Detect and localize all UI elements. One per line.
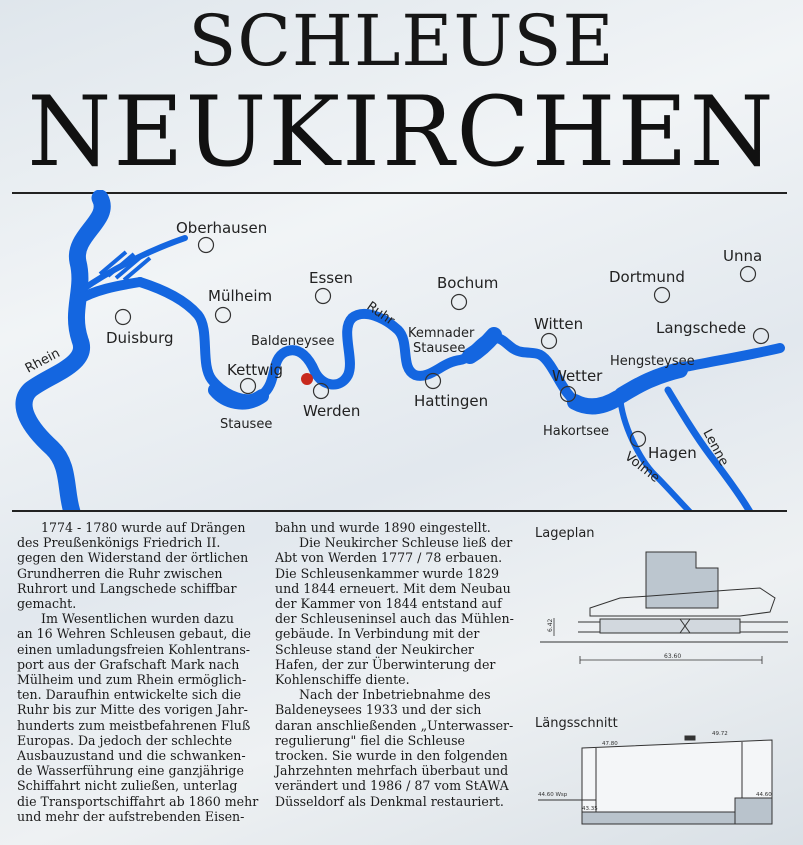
text-line: Düsseldorf als Denkmal restauriert. [275, 793, 504, 809]
text-line: einen umladungsfreien Kohlentrans- [17, 641, 251, 657]
label-volme: Volme [621, 449, 663, 486]
label-dortmund: Dortmund [609, 268, 685, 286]
label-essen: Essen [309, 269, 353, 287]
text-line: gebäude. In Verbindung mit der [275, 626, 480, 642]
text-line: Hafen, der zur Überwinterung der [275, 656, 496, 672]
text-line: Schiffahrt nicht zuließen, unterlag [17, 778, 238, 794]
text-line: trocken. Sie wurde in den folgenden [275, 748, 508, 764]
oberhausen-marker [199, 238, 214, 253]
kettwig-marker [241, 379, 256, 394]
title-line-2: NEUKIRCHEN [27, 76, 776, 188]
label-oberhausen: Oberhausen [176, 219, 268, 237]
text-line: 1774 - 1780 wurde auf Drängen [41, 520, 246, 535]
langschede-marker [754, 329, 769, 344]
text-line: bahn und wurde 1890 eingestellt. [275, 520, 491, 535]
text-line: Die Schleusenkammer wurde 1829 [275, 565, 499, 581]
text-line: des Preußenkönigs Friedrich II. [17, 535, 221, 551]
label-wetter: Wetter [552, 367, 603, 385]
label-ruhr: Ruhr [363, 298, 398, 329]
technical-drawings [530, 520, 795, 835]
text-column-2 [275, 520, 514, 809]
text-line: Im Wesentlichen wurden dazu [41, 611, 235, 627]
label-hakortsee: Hakortsee [543, 424, 609, 439]
label-kettwig: Kettwig [227, 361, 284, 379]
text-line: port aus der Grafschaft Mark nach [17, 656, 240, 672]
neukirchen-location-dot [301, 373, 313, 385]
label-stausee: Stausee [220, 417, 273, 432]
text-line: Abt von Werden 1777 / 78 erbauen. [275, 550, 503, 566]
text-line: der Schleuseninsel auch das Mühlen- [275, 611, 514, 627]
label-unna: Unna [723, 247, 763, 265]
level-label: 44.60 Wsp [538, 792, 568, 798]
text-line: Nach der Inbetriebnahme des [299, 687, 491, 703]
text-line: Jahrzehnten mehrfach überbaut und [275, 763, 509, 779]
middle-divider [12, 510, 787, 512]
text-line: Baldeneysees 1933 und der sich [275, 702, 482, 718]
text-line: Kohlenschiffe diente. [275, 672, 410, 688]
text-line: Die Neukircher Schleuse ließ der [299, 535, 513, 551]
unna-marker [741, 267, 756, 282]
text-line: regulierung" fiel die Schleuse [275, 732, 465, 748]
lageplan-dim-total: 63.60 [664, 653, 682, 660]
label-bochum: Bochum [437, 274, 499, 292]
text-line: an 16 Wehren Schleusen gebaut, die [17, 626, 251, 642]
label-muelheim: Mülheim [208, 287, 273, 305]
label-lenne: Lenne [699, 426, 732, 469]
laengsschnitt-title: Längsschnitt [535, 716, 618, 731]
ruhr-map [0, 190, 803, 512]
title-line-1: SCHLEUSE [188, 0, 615, 82]
level-label: 47.80 [602, 741, 618, 747]
text-line: gegen den Widerstand der örtlichen [17, 550, 249, 566]
text-line: der Kammer von 1844 entstand auf [275, 596, 502, 612]
label-baldeneysee: Baldeneysee [251, 334, 335, 349]
label-witten: Witten [534, 315, 584, 333]
text-line: und mehr der aufstrebenden Eisen- [17, 808, 245, 824]
text-column-1 [17, 520, 258, 824]
label-hengsteysee: Hengsteysee [610, 354, 695, 369]
lageplan-dim-side: 6.42 [547, 618, 554, 632]
text-line: Grundherren die Ruhr zwischen [17, 565, 223, 581]
level-label: 49.72 [712, 731, 728, 737]
bochum-marker [452, 295, 467, 310]
label-rhein: Rhein [22, 345, 63, 377]
label-duisburg: Duisburg [106, 329, 174, 347]
level-label: 43.35 [582, 806, 598, 812]
lageplan-drawing [540, 552, 788, 664]
text-line: de Wasserführung eine ganzjährige [17, 763, 244, 779]
label-kemnader-stausee: Kemnader Stausee [408, 326, 475, 356]
duisburg-marker [116, 310, 131, 325]
dortmund-marker [655, 288, 670, 303]
hakortsee [575, 398, 618, 406]
level-label: 44.60 [756, 792, 772, 798]
stausee-left [215, 390, 262, 403]
text-line: gemacht. [17, 596, 77, 612]
text-line: verändert und 1986 / 87 vom StAWA [275, 778, 509, 794]
lageplan-title: Lageplan [535, 526, 595, 541]
label-hattingen: Hattingen [414, 392, 489, 410]
text-line: Ausbauzustand und die schwanken- [17, 748, 246, 764]
text-line: Europas. Da jedoch der schlechte [17, 732, 233, 748]
muelheim-marker [216, 308, 231, 323]
label-langschede: Langschede [656, 319, 747, 337]
essen-marker [316, 289, 331, 304]
text-line: ten. Daraufhin entwickelte sich die [17, 687, 242, 703]
text-line: Ruhr bis zur Mitte des vorigen Jahr- [17, 702, 248, 718]
laengsschnitt-drawing [538, 736, 772, 824]
text-line: hunderts zum meistbefahrenen Fluß [17, 717, 251, 733]
text-line: Schleuse stand der Neukircher [275, 641, 474, 657]
text-line: daran anschließenden „Unterwasser- [275, 717, 514, 733]
label-hagen: Hagen [648, 444, 697, 462]
rhein-river [24, 198, 102, 512]
text-line: Mülheim und zum Rhein ermöglich- [17, 672, 247, 688]
text-line: Ruhrort und Langschede schiffbar [17, 580, 237, 596]
label-werden: Werden [303, 402, 361, 420]
text-line: und 1844 erneuert. Mit dem Neubau [275, 580, 511, 596]
witten-marker [542, 334, 557, 349]
text-line: die Transportschiffahrt ab 1860 mehr [17, 793, 259, 809]
